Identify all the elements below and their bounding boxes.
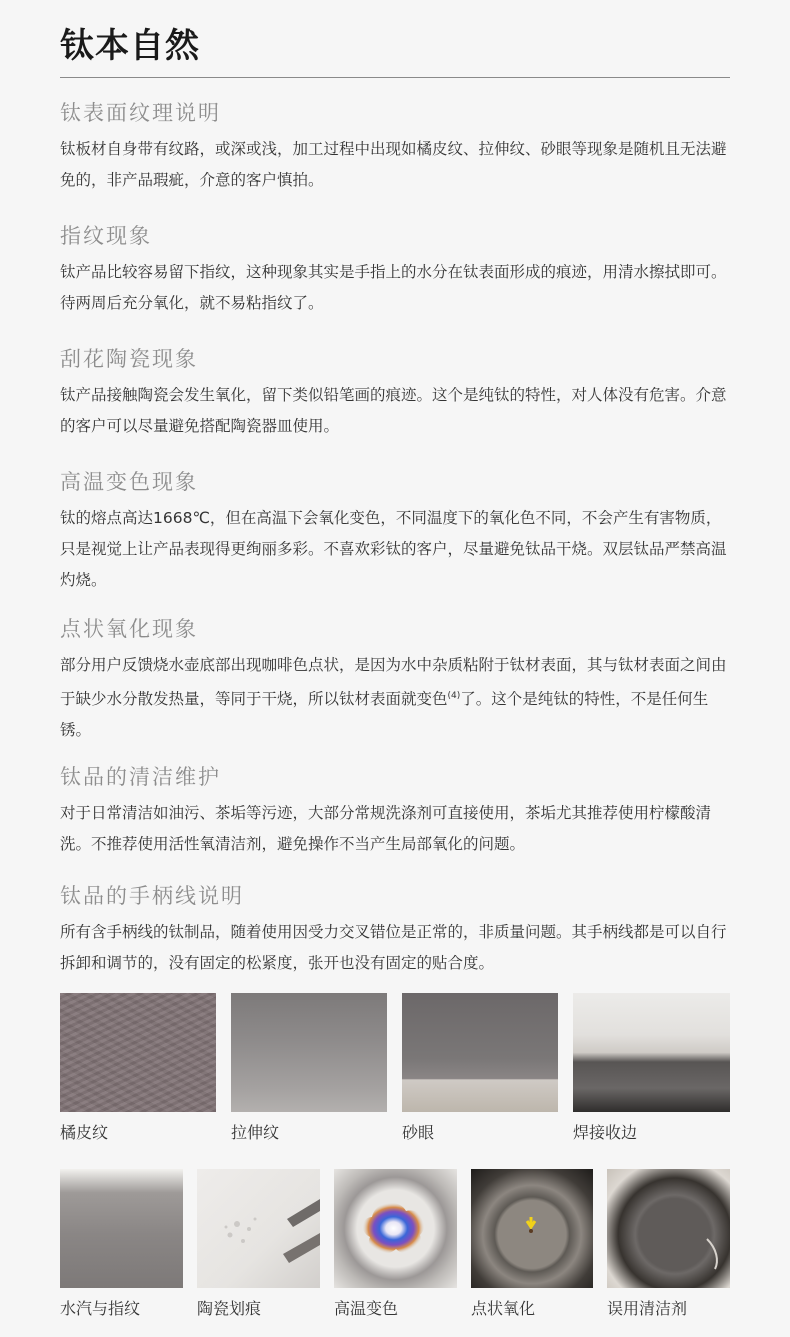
image-caption: 橘皮纹 (60, 1123, 109, 1142)
section-ceramic-scratch (60, 344, 732, 442)
section-body: 所有含手柄线的钛制品，随着使用因受力交叉错位是正常的，非质量问题。其手柄线都是可以自行拆卸和调节的，没有固定的松紧度，张开也没有固定的贴合度。 (60, 923, 727, 972)
section-heading: 指纹现象 (60, 224, 152, 248)
detergent-misuse-image (607, 1169, 730, 1288)
image-caption: 砂眼 (402, 1123, 435, 1142)
section-surface-texture (60, 98, 732, 196)
section-body: 钛的熔点高达1668℃，但在高温下会氧化变色，不同温度下的氧化色不同，不会产生有害物质，只是视觉上让产品表现得更绚丽多彩。不喜欢彩钛的客户，尽量避免钛品干烧。双层钛品严禁高温灼烧。 (60, 509, 727, 589)
section-body: 钛产品接触陶瓷会发生氧化，留下类似铅笔画的痕迹。这个是纯钛的特性，对人体没有危害。介意的客户可以尽量避免搭配陶瓷器皿使用。 (60, 386, 727, 435)
section-heading: 钛品的清洁维护 (60, 765, 221, 789)
stretch-texture-image (231, 993, 387, 1112)
section-body: 钛板材自身带有纹路，或深或浅，加工过程中出现如橘皮纹、拉伸纹、砂眼等现象是随机且无法避免的，非产品瑕疵，介意的客户慎拍。 (60, 140, 727, 189)
image-caption: 点状氧化 (471, 1299, 536, 1318)
section-heading: 高温变色现象 (60, 470, 198, 494)
section-body: 部分用户反馈烧水壶底部出现咖啡色点状，是因为水中杂质粘附于钛材表面，其与钛材表面之间由于缺少水分散发热量，等同于干烧，所以钛材表面就变色$^{(4)}$了。这个是纯钛的特性，不是任何生锈。 (60, 656, 727, 740)
section-heading: 点状氧化现象 (60, 617, 198, 641)
footnote-marker: (4) (447, 691, 461, 701)
section-heading: 钛品的手柄线说明 (60, 884, 244, 908)
heat-discoloration-image (334, 1169, 457, 1288)
weld-edge-image (573, 993, 730, 1112)
orange-peel-texture-image (60, 993, 216, 1112)
spot-oxidation-image (471, 1169, 593, 1288)
section-heading: 刮花陶瓷现象 (60, 347, 198, 371)
section-spot-oxidation (60, 614, 732, 746)
image-caption: 焊接收边 (573, 1123, 638, 1142)
moisture-fingerprint-image (60, 1169, 183, 1288)
section-heading: 钛表面纹理说明 (60, 101, 221, 125)
pinhole-image (402, 993, 558, 1112)
section-handle-wire (60, 881, 732, 979)
section-cleaning (60, 762, 732, 860)
image-caption: 陶瓷划痕 (197, 1299, 262, 1318)
section-body: 钛产品比较容易留下指纹，这种现象其实是手指上的水分在钛表面形成的痕迹，用清水擦拭即可。待两周后充分氧化，就不易粘指纹了。 (60, 263, 727, 312)
section-body: 对于日常清洁如油污、茶垢等污迹，大部分常规洗涤剂可直接使用，茶垢尤其推荐使用柠檬酸清洗。不推荐使用活性氧清洁剂，避免操作不当产生局部氧化的问题。 (60, 804, 712, 853)
section-fingerprint (60, 221, 732, 319)
image-caption: 水汽与指纹 (60, 1299, 141, 1318)
ceramic-scratch-image (197, 1169, 320, 1288)
title-divider (60, 77, 730, 78)
page-title: 钛本自然 (60, 26, 200, 66)
image-caption: 拉伸纹 (231, 1123, 280, 1142)
image-caption: 误用清洁剂 (607, 1299, 688, 1318)
image-caption: 高温变色 (334, 1299, 399, 1318)
section-heat-discoloration (60, 467, 732, 596)
